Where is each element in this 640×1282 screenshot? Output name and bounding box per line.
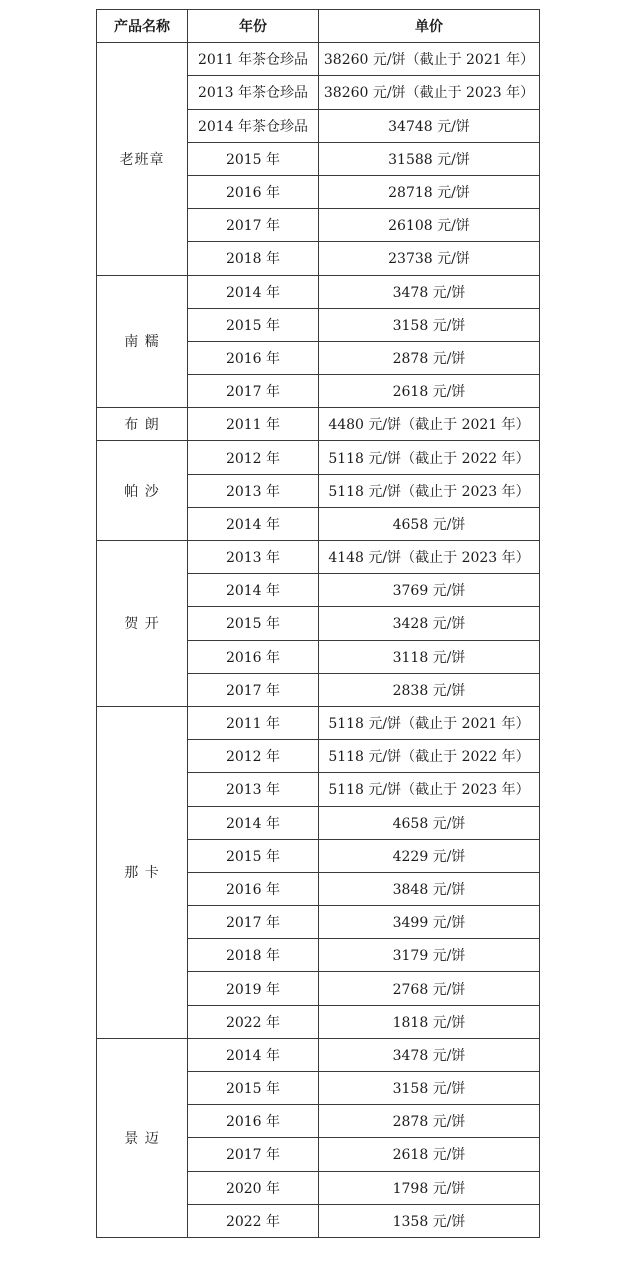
- unit-price-cell: 3499 元/饼: [319, 906, 540, 939]
- unit-price-cell: 3118 元/饼: [319, 640, 540, 673]
- header-unit-price: 单价: [319, 10, 540, 43]
- year-cell: 2019 年: [188, 972, 319, 1005]
- unit-price-cell: 3179 元/饼: [319, 939, 540, 972]
- unit-price-cell: 3158 元/饼: [319, 1072, 540, 1105]
- year-cell: 2018 年: [188, 242, 319, 275]
- product-name-cell: 布 朗: [97, 408, 188, 441]
- year-cell: 2013 年: [188, 474, 319, 507]
- year-cell: 2014 年: [188, 507, 319, 540]
- year-cell: 2017 年: [188, 209, 319, 242]
- year-cell: 2011 年茶仓珍品: [188, 43, 319, 76]
- year-cell: 2015 年: [188, 142, 319, 175]
- year-cell: 2013 年: [188, 541, 319, 574]
- unit-price-cell: 1358 元/饼: [319, 1204, 540, 1237]
- unit-price-cell: 3478 元/饼: [319, 275, 540, 308]
- year-cell: 2022 年: [188, 1005, 319, 1038]
- year-cell: 2014 年: [188, 574, 319, 607]
- year-cell: 2016 年: [188, 175, 319, 208]
- year-cell: 2016 年: [188, 640, 319, 673]
- table-row: [97, 1038, 540, 1071]
- unit-price-cell: 3428 元/饼: [319, 607, 540, 640]
- year-cell: 2020 年: [188, 1171, 319, 1204]
- product-name-cell: 景 迈: [97, 1038, 188, 1237]
- table-row: [97, 43, 540, 76]
- unit-price-cell: 4480 元/饼（截止于 2021 年）: [319, 408, 540, 441]
- unit-price-cell: 31588 元/饼: [319, 142, 540, 175]
- year-cell: 2015 年: [188, 308, 319, 341]
- product-name-cell: 那 卡: [97, 706, 188, 1038]
- year-cell: 2011 年: [188, 408, 319, 441]
- unit-price-cell: 28718 元/饼: [319, 175, 540, 208]
- table-row: [97, 275, 540, 308]
- year-cell: 2018 年: [188, 939, 319, 972]
- unit-price-cell: 38260 元/饼（截止于 2023 年）: [319, 76, 540, 109]
- year-cell: 2014 年茶仓珍品: [188, 109, 319, 142]
- unit-price-cell: 3158 元/饼: [319, 308, 540, 341]
- unit-price-cell: 2878 元/饼: [319, 341, 540, 374]
- unit-price-cell: 4658 元/饼: [319, 507, 540, 540]
- unit-price-cell: 38260 元/饼（截止于 2021 年）: [319, 43, 540, 76]
- table-header: [97, 10, 540, 43]
- year-cell: 2017 年: [188, 673, 319, 706]
- year-cell: 2012 年: [188, 740, 319, 773]
- year-cell: 2013 年: [188, 773, 319, 806]
- unit-price-cell: 5118 元/饼（截止于 2022 年）: [319, 740, 540, 773]
- header-year: 年份: [188, 10, 319, 43]
- year-cell: 2014 年: [188, 275, 319, 308]
- unit-price-cell: 2838 元/饼: [319, 673, 540, 706]
- unit-price-cell: 5118 元/饼（截止于 2023 年）: [319, 474, 540, 507]
- year-cell: 2014 年: [188, 806, 319, 839]
- product-name-cell: 南 糯: [97, 275, 188, 408]
- unit-price-cell: 34748 元/饼: [319, 109, 540, 142]
- unit-price-cell: 2618 元/饼: [319, 375, 540, 408]
- year-cell: 2017 年: [188, 906, 319, 939]
- year-cell: 2022 年: [188, 1204, 319, 1237]
- unit-price-cell: 2618 元/饼: [319, 1138, 540, 1171]
- unit-price-cell: 2878 元/饼: [319, 1105, 540, 1138]
- unit-price-cell: 5118 元/饼（截止于 2021 年）: [319, 706, 540, 739]
- unit-price-cell: 1818 元/饼: [319, 1005, 540, 1038]
- year-cell: 2016 年: [188, 872, 319, 905]
- year-cell: 2013 年茶仓珍品: [188, 76, 319, 109]
- unit-price-cell: 4148 元/饼（截止于 2023 年）: [319, 541, 540, 574]
- unit-price-cell: 4658 元/饼: [319, 806, 540, 839]
- product-name-cell: 贺 开: [97, 541, 188, 707]
- year-cell: 2015 年: [188, 1072, 319, 1105]
- year-cell: 2016 年: [188, 1105, 319, 1138]
- unit-price-cell: 5118 元/饼（截止于 2022 年）: [319, 441, 540, 474]
- unit-price-cell: 5118 元/饼（截止于 2023 年）: [319, 773, 540, 806]
- unit-price-cell: 2768 元/饼: [319, 972, 540, 1005]
- year-cell: 2015 年: [188, 607, 319, 640]
- unit-price-cell: 3478 元/饼: [319, 1038, 540, 1071]
- product-name-cell: 帕 沙: [97, 441, 188, 541]
- year-cell: 2011 年: [188, 706, 319, 739]
- unit-price-cell: 23738 元/饼: [319, 242, 540, 275]
- unit-price-cell: 26108 元/饼: [319, 209, 540, 242]
- table-row: [97, 541, 540, 574]
- unit-price-cell: 1798 元/饼: [319, 1171, 540, 1204]
- header-row: [97, 10, 540, 43]
- header-product-name: 产品名称: [97, 10, 188, 43]
- table-row: [97, 441, 540, 474]
- year-cell: 2015 年: [188, 839, 319, 872]
- year-cell: 2012 年: [188, 441, 319, 474]
- year-cell: 2014 年: [188, 1038, 319, 1071]
- table-row: [97, 408, 540, 441]
- unit-price-cell: 3848 元/饼: [319, 872, 540, 905]
- price-table: [96, 9, 540, 1238]
- table-body: [97, 43, 540, 1238]
- table-row: [97, 706, 540, 739]
- year-cell: 2017 年: [188, 1138, 319, 1171]
- year-cell: 2017 年: [188, 375, 319, 408]
- year-cell: 2016 年: [188, 341, 319, 374]
- product-name-cell: 老班章: [97, 43, 188, 275]
- unit-price-cell: 3769 元/饼: [319, 574, 540, 607]
- unit-price-cell: 4229 元/饼: [319, 839, 540, 872]
